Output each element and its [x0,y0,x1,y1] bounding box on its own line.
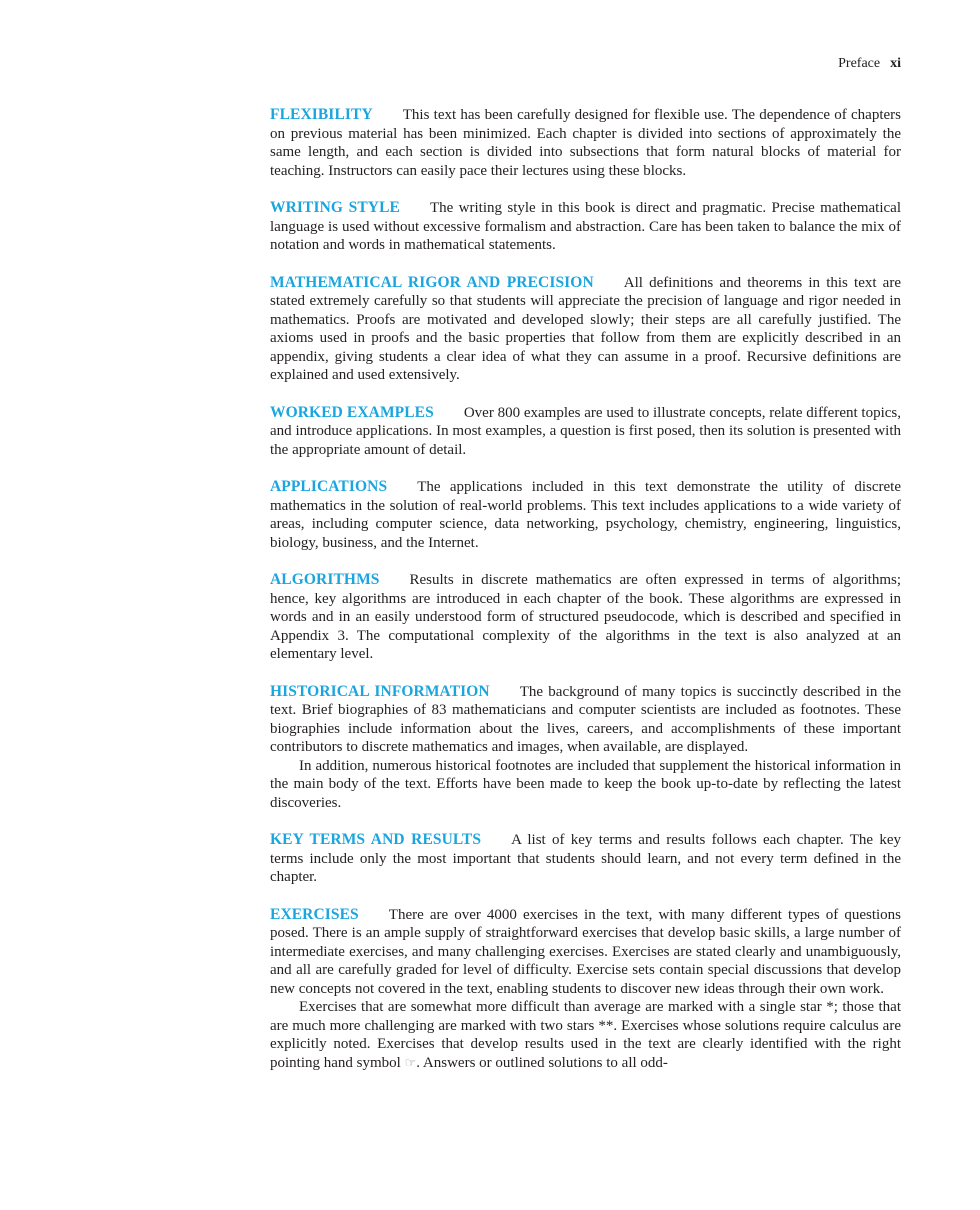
paragraph-text: The background of many topics is succinctly described in the text. Brief biographies of 83 mathematicians and computer scientists are included as footnotes. These biographies include information about the lives, careers, and accomplishments of these important contributors to discrete mathematics and images, when available, are displayed. [270,683,901,755]
section-heading: MATHEMATICAL RIGOR AND PRECISION [270,273,594,291]
section-paragraph [270,404,901,460]
section-paragraph [270,571,901,664]
section-writing-style [270,199,901,255]
section-heading: FLEXIBILITY [270,106,373,123]
section-paragraph [270,199,901,255]
section-applications [270,478,901,552]
section-heading: KEY TERMS AND RESULTS [270,831,482,848]
section-exercises [270,906,901,1073]
paragraph-text: There are over 4000 exercises in the text, with many different types of questions posed. There is an ample supply of straightforward exercises that develop basic skills, a large number of intermediate exercises, and many challenging exercises. Exercises are stated clearly and unambiguously, and all are carefully graded for level of difficulty. Exercise sets contain special discussions that develop new concepts not covered in the text, enabling students to discover new ideas through their own work. [270,906,901,997]
page-number: xi [890,56,901,71]
section-paragraph [270,478,901,552]
preface-body [270,106,901,1091]
paragraph-text: Results in discrete mathematics are often expressed in terms of algorithms; hence, key algorithms are introduced in each chapter of the book. These algorithms are expressed in words and in an easily understood form of structured pseudocode, which is described and specified in Appendix 3. The computational complexity of the algorithms in the text is also analyzed at an elementary level. [270,572,901,662]
section-historical-information [270,683,901,813]
section-algorithms [270,571,901,664]
section-heading: WORKED EXAMPLES [270,403,434,421]
paragraph-text: All definitions and theorems in this text are stated extremely carefully so that students will appreciate the precision of language and rigor needed in mathematics. Proofs are motivated and developed slowly; their steps are all carefully justified. The axioms used in proofs and the basic properties that follow from them are explicitly described in an appendix, giving students a clear idea of what they can assume in a proof. Recursive definitions are explained and used extensively. [270,274,901,383]
section-paragraph [270,274,901,385]
paragraph-text: The applications included in this text demonstrate the utility of discrete mathematics in the solution of real-world problems. This text includes applications to a wide variety of areas, including computer science, data networking, psychology, chemistry, engineering, linguistics, biology, business, and the Internet. [270,479,901,551]
section-paragraph [270,906,901,999]
section-paragraph [270,106,901,180]
pointing-hand-icon: ☞ [404,1054,417,1070]
running-head [838,55,901,73]
running-head-label: Preface [838,56,881,71]
paragraph-text: A list of key terms and results follows each chapter. The key terms include only the most important that students should learn, and not every term defined in the chapter. [270,832,901,885]
section-heading: APPLICATIONS [270,478,388,495]
section-mathematical-rigor [270,274,901,385]
section-paragraph [270,998,901,1072]
section-flexibility [270,106,901,180]
section-worked-examples [270,404,901,460]
section-paragraph [270,831,901,887]
section-key-terms [270,831,901,887]
section-heading: HISTORICAL INFORMATION [270,682,490,700]
paragraph-text: Exercises that are somewhat more difficult than average are marked with a single star *; those that are much more challenging are marked with two stars **. Exercises whose solutions require calculus are explicitly noted. Exercises that develop results used in the text are clearly identified with the right pointing hand symbol [270,999,901,1071]
section-heading: WRITING STYLE [270,199,400,216]
paragraph-text: . Answers or outlined solutions to all odd- [416,1054,668,1071]
paragraph-text: Over 800 examples are used to illustrate concepts, relate different topics, and introduce applications. In most examples, a question is first posed, then its solution is presented with the appropriate amount of detail. [270,404,901,458]
section-heading: ALGORITHMS [270,571,380,588]
section-paragraph: In addition, numerous historical footnotes are included that supplement the historical information in the main body of the text. Efforts have been made to keep the book up-to-date by reflecting the latest discoveries. [270,757,901,811]
section-paragraph [270,683,901,757]
paragraph-text: This text has been carefully designed for flexible use. The dependence of chapters on previous material has been minimized. Each chapter is divided into sections of approximately the same length, and each section is divided into subsections that form natural blocks of material for teaching. Instructors can easily pace their lectures using these blocks. [270,107,901,179]
paragraph-text: The writing style in this book is direct and pragmatic. Precise mathematical language is used without excessive formalism and abstraction. Care has been taken to balance the mix of notation and words in mathematical statements. [270,200,901,253]
section-heading: EXERCISES [270,905,359,923]
